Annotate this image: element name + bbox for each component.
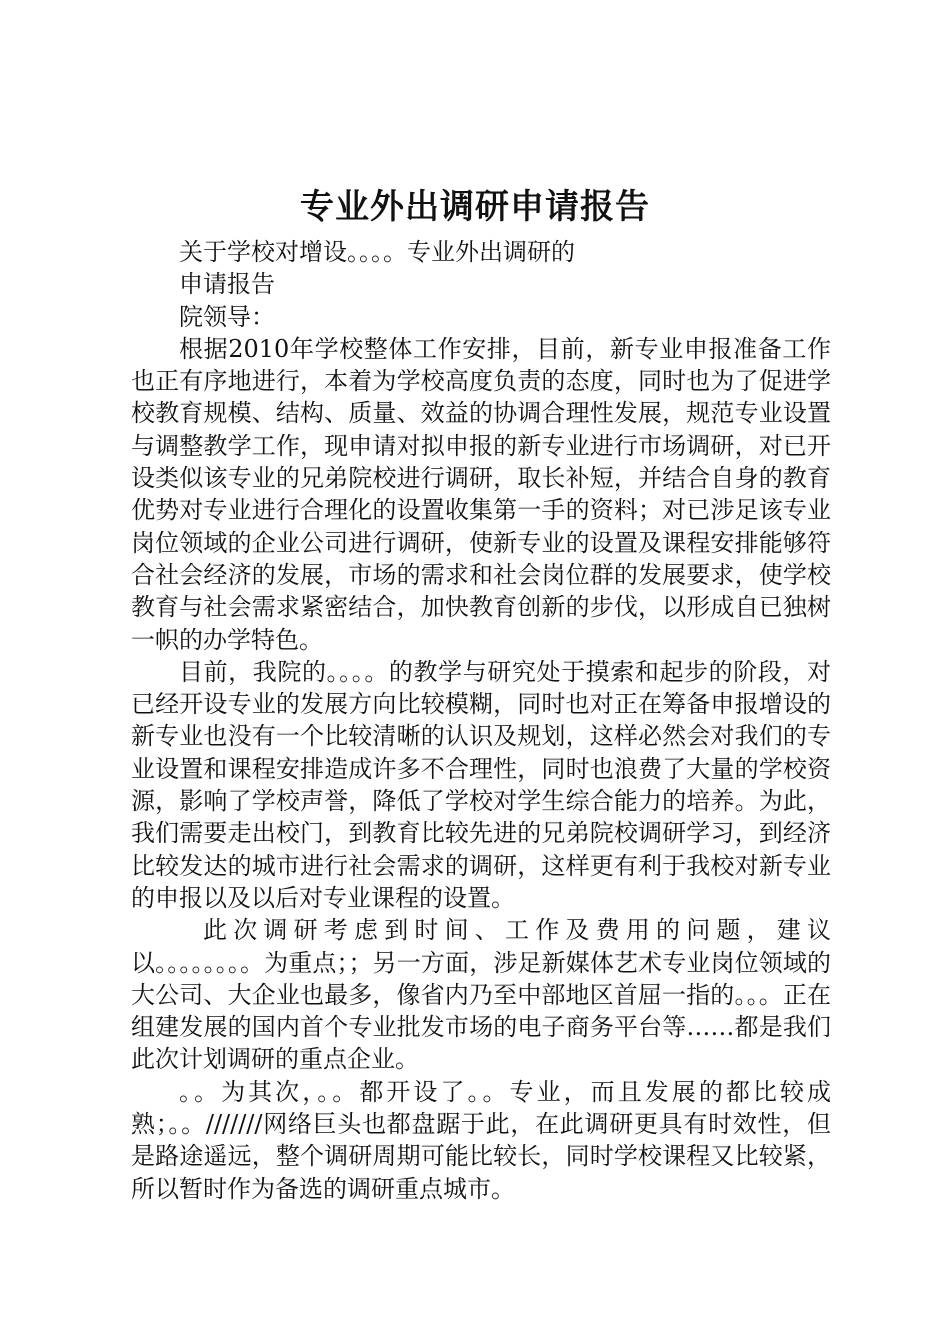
salutation: 院领导：	[179, 302, 275, 331]
document-body	[131, 236, 831, 1205]
document-title: 专业外出调研申请报告	[300, 187, 650, 227]
paragraph-4: 。。为其次，。。都开设了。。专业，而且发展的都比较成熟；。。///////网络巨头也都盘踞于此，在此调研更具有时效性，但是路途遥远，整个调研周期可能比较长，同时学校课程又比较紧，所以暂时作为备选的调研重点城市。	[131, 1077, 831, 1203]
subtitle-line-1: 关于学校对增设。。。。专业外出调研的	[179, 238, 575, 266]
paragraph-1: 根据2010年学校整体工作安排，目前，新专业申报准备工作也正有序地进行，本着为学校高度负责的态度，同时也为了促进学校教育规模、结构、质量、效益的协调合理性发展，规范专业设置与调整教学工作，现申请对拟申报的新专业进行市场调研，对已开设类似该专业的兄弟院校进行调研，取长补短，并结合自身的教育优势对专业进行合理化的设置收集第一手的资料；对已涉足该专业岗位领域的企业公司进行调研，使新专业的设置及课程安排能够符合社会经济的发展，市场的需求和社会岗位群的发展要求，使学校教育与社会需求紧密结合，加快教育创新的步伐，以形成自已独树一帜的办学特色。	[131, 334, 831, 654]
paragraph-3: 此次调研考虑到时间、工作及费用的问题，建议以。。。。。。。。为重点；；另一方面，涉足新媒体艺术专业岗位领域的大公司、大企业也最多，像省内乃至中部地区首屈一指的。。。正在组建发展的国内首个专业批发市场的电子商务平台等……都是我们此次计划调研的重点企业。	[131, 916, 831, 1074]
subtitle-line-2: 申请报告	[179, 270, 275, 299]
paragraph-2: 目前，我院的。。。。的教学与研究处于摸索和起步的阶段，对已经开设专业的发展方向比较模糊，同时也对正在筹备申报增设的新专业也没有一个比较清晰的认识及规划，这样必然会对我们的专业设置和课程安排造成许多不合理性，同时也浪费了大量的学校资源，影响了学校声誉，降低了学校对学生综合能力的培养。为此，我们需要走出校门，到教育比较先进的兄弟院校调研学习，到经济比较发达的城市进行社会需求的调研，这样更有利于我校对新专业的申报以及以后对专业课程的设置。	[131, 657, 831, 912]
